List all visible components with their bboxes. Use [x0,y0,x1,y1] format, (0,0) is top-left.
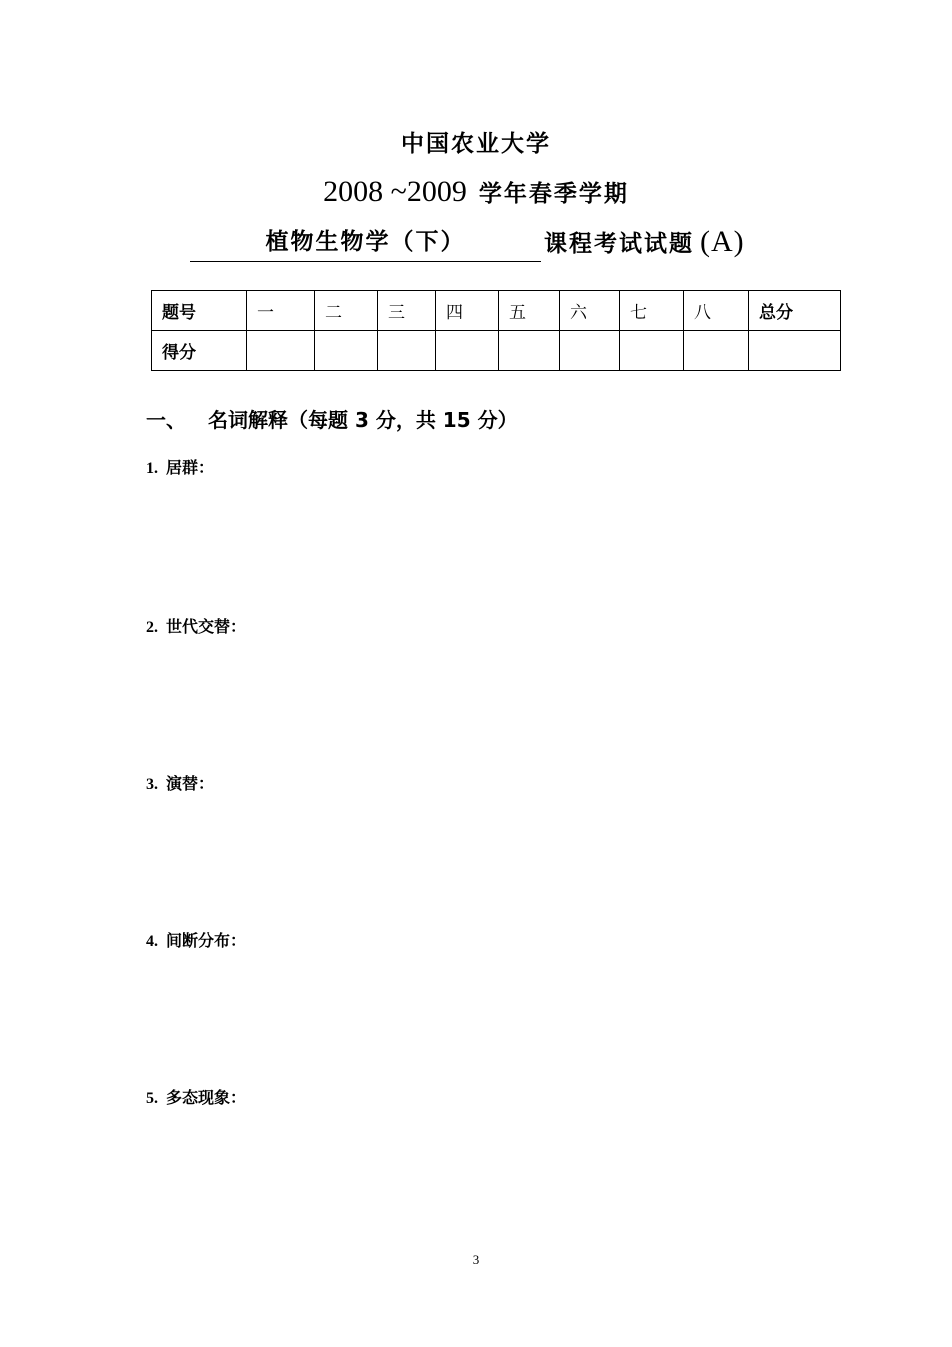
score-cell-7 [620,331,684,371]
question-term: 间断分布： [166,931,247,950]
term-label: 学年春季学期 [478,181,629,207]
question-col-3: 三 [378,291,436,331]
question-col-4: 四 [436,291,499,331]
score-table-header-row [152,291,841,331]
question-term: 演替： [166,774,215,793]
question-col-5: 五 [499,291,560,331]
course-name: 植物生物学（下） [190,223,541,262]
question-col-8: 八 [684,291,749,331]
question-col-1: 一 [247,291,315,331]
question-item [146,455,214,481]
score-row-label: 得分 [152,331,247,371]
score-cell-8 [684,331,749,371]
score-table-score-row [152,331,841,371]
score-table [151,290,841,371]
score-cell-6 [560,331,620,371]
question-col-2: 二 [315,291,378,331]
university-title: 中国农业大学 [401,131,551,157]
question-number: 4. [146,933,158,950]
question-item [146,928,246,954]
academic-term-line [0,172,952,212]
question-col-7: 七 [620,291,684,331]
exam-version: (A) [700,225,745,258]
score-cell-2 [315,331,378,371]
question-number: 5. [146,1090,158,1107]
question-col-6: 六 [560,291,620,331]
question-term: 居群： [166,458,215,477]
question-number: 1. [146,460,158,477]
question-term: 世代交替： [166,617,247,636]
section-title: 名词解释（每题 3 分，共 15 分） [208,408,518,432]
score-cell-1 [247,331,315,371]
question-item [146,771,214,797]
question-number-header: 题号 [152,291,247,331]
total-score-header: 总分 [749,291,841,331]
question-item [146,614,246,640]
section-number: 一、 [146,408,186,432]
section-heading [146,404,518,436]
exam-title [544,223,745,261]
question-item [146,1085,246,1111]
score-cell-total [749,331,841,371]
question-term: 多态现象： [166,1088,247,1107]
year-range: 2008 ~2009 [323,175,467,208]
score-cell-5 [499,331,560,371]
question-number: 3. [146,776,158,793]
score-cell-3 [378,331,436,371]
question-number: 2. [146,619,158,636]
score-cell-4 [436,331,499,371]
exam-type: 课程考试试题 [544,231,694,257]
page-number: 3 [472,1252,480,1267]
